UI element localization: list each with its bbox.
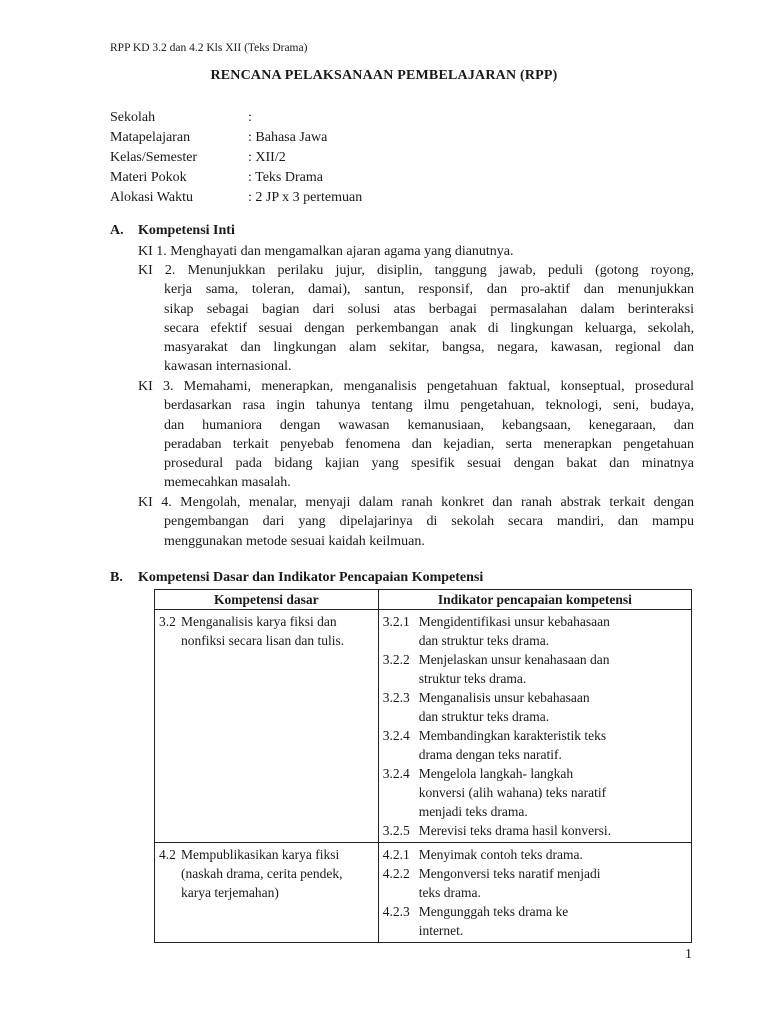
table-row xyxy=(155,843,692,943)
kd-text: nonfiksi secara lisan dan tulis. xyxy=(181,633,345,648)
ki-line: memecahkan masalah. xyxy=(164,475,291,491)
kd-cell xyxy=(155,843,379,943)
ki-line: masyarakat dan lingkungan alam sekitar, bangsa, negara, kawasan, regional dan xyxy=(164,340,694,356)
ki-line: prosedural pada bidang kajian yang spesifik sesuai dengan bakat dan minatnya xyxy=(164,456,694,472)
ki-line: kawasan internasional. xyxy=(164,359,292,375)
ki-line: menggunakan metode sesuai kaidah keilmuan. xyxy=(164,533,425,549)
ki-line: KI 1. Menghayati dan mengamalkan ajaran agama yang dianutnya. xyxy=(138,244,514,259)
identity-block xyxy=(110,108,362,208)
info-label: Kelas/Semester xyxy=(110,150,198,165)
indicator-text: dan struktur teks drama. xyxy=(418,709,550,724)
indicator-text: menjadi teks drama. xyxy=(418,804,528,819)
info-row-school xyxy=(110,108,362,128)
indicator-cell xyxy=(378,610,691,843)
indicator-item xyxy=(383,902,687,940)
indicator-text: Mengelola langkah- langkah xyxy=(418,766,574,781)
indicator-item xyxy=(383,726,687,764)
indicator-item xyxy=(383,821,687,840)
info-label: Alokasi Waktu xyxy=(110,190,193,205)
section-a-heading xyxy=(110,223,235,239)
indicator-text: internet. xyxy=(418,923,464,938)
indicator-text: Menyimak contoh teks drama. xyxy=(418,847,583,862)
ki-line: secara efektif sesuai dengan perkembangan anak di lingkungan keluarga, sekolah, xyxy=(164,320,694,336)
indicator-text: Menganalisis unsur kebahasaan xyxy=(418,690,590,705)
competency-table xyxy=(154,589,692,943)
kd-text: Menganalisis karya fiksi dan xyxy=(181,614,337,629)
info-label: Materi Pokok xyxy=(110,170,187,185)
page-title: RENCANA PELAKSANAAN PEMBELAJARAN (RPP) xyxy=(210,68,558,83)
kd-text: (naskah drama, cerita pendek, xyxy=(181,866,343,881)
ki-4 xyxy=(138,493,694,551)
ki-2 xyxy=(138,261,694,377)
indicator-number: 4.2.2 xyxy=(382,866,410,881)
ki-3 xyxy=(138,377,694,493)
indicator-item xyxy=(383,612,687,650)
ki-line: KI 2. Menunjukkan perilaku jujur, disiplin, tanggung jawab, peduli (gotong royong, xyxy=(138,263,694,278)
indicator-item xyxy=(383,864,687,902)
indicator-number: 3.2.4 xyxy=(382,766,410,781)
indicator-text: Menjelaskan unsur kenahasaan dan xyxy=(418,652,610,667)
indicator-cell xyxy=(378,843,691,943)
ki-line: dan humaniora dengan wawasan kemanusiaan, kebangsaan, kenegaraan, dan xyxy=(164,417,694,433)
column-header: Indikator pencapaian kompetensi xyxy=(378,590,691,610)
section-letter: B. xyxy=(110,570,123,585)
ki-line: berdasarkan rasa ingin tahunya tentang ilmu pengetahuan, teknologi, seni, budaya, xyxy=(164,398,694,414)
column-header: Kompetensi dasar xyxy=(155,590,379,610)
ki-line: KI 4. Mengolah, menalar, menyaji dalam ranah konkret dan ranah abstrak terkait dengan xyxy=(138,495,694,510)
kd-number: 3.2 xyxy=(159,614,176,629)
indicator-text: Mengonversi teks naratif menjadi xyxy=(418,866,601,881)
table-row xyxy=(155,610,692,843)
indicator-item xyxy=(383,764,687,821)
info-row-material xyxy=(110,168,362,188)
indicator-text: struktur teks drama. xyxy=(418,671,527,686)
indicator-number: 3.2.3 xyxy=(382,690,410,705)
section-letter: A. xyxy=(110,223,124,238)
page-number: 1 xyxy=(685,947,692,962)
kd-cell xyxy=(155,610,379,843)
info-value: : Teks Drama xyxy=(248,170,323,185)
ki-line: kerja sama, toleran, damai), santun, responsif, dan pro-aktif dan menunjukkan xyxy=(164,282,694,298)
indicator-number: 3.2.4 xyxy=(382,728,410,743)
running-header: RPP KD 3.2 dan 4.2 Kls XII (Teks Drama) xyxy=(110,42,308,54)
kd-number: 4.2 xyxy=(159,847,176,862)
info-value: : 2 JP x 3 pertemuan xyxy=(248,190,363,205)
ki-line: peradaban terkait penyebab fenomena dan kejadian, serta menerapkan pengetahuan xyxy=(164,436,694,452)
indicator-number: 4.2.1 xyxy=(382,847,410,862)
info-value: : XII/2 xyxy=(248,150,286,165)
ki-line: pengembangan dari yang dipelajarinya di sekolah secara mandiri, dan mampu xyxy=(164,514,694,530)
info-value: : Bahasa Jawa xyxy=(248,130,328,145)
table-header-row xyxy=(155,590,692,610)
indicator-text: Merevisi teks drama hasil konversi. xyxy=(418,823,612,838)
kd-text: Mempublikasikan karya fiksi xyxy=(181,847,340,862)
ki-line: KI 3. Memahami, menerapkan, menganalisis pengetahuan faktual, konseptual, prosedural xyxy=(138,379,694,394)
indicator-number: 3.2.2 xyxy=(382,652,410,667)
indicator-text: teks drama. xyxy=(418,885,481,900)
kd-text: karya terjemahan) xyxy=(181,885,279,900)
ki-line: sikap sebagai bagian dari solusi atas berbagai permasalahan dalam berinteraksi xyxy=(164,301,694,317)
indicator-item xyxy=(383,845,687,864)
indicator-number: 3.2.1 xyxy=(382,614,410,629)
section-b-heading xyxy=(110,570,483,586)
indicator-text: dan struktur teks drama. xyxy=(418,633,550,648)
info-value: : xyxy=(248,110,252,125)
section-title: Kompetensi Inti xyxy=(138,223,235,238)
indicator-text: Mengunggah teks drama ke xyxy=(418,904,569,919)
indicator-number: 4.2.3 xyxy=(382,904,410,919)
indicator-text: Membandingkan karakteristik teks xyxy=(418,728,607,743)
info-row-time xyxy=(110,188,362,208)
indicator-text: Mengidentifikasi unsur kebahasaan xyxy=(418,614,610,629)
indicator-text: drama dengan teks naratif. xyxy=(418,747,562,762)
info-row-subject xyxy=(110,128,362,148)
indicator-item xyxy=(383,650,687,688)
indicator-text: konversi (alih wahana) teks naratif xyxy=(418,785,607,800)
section-title: Kompetensi Dasar dan Indikator Pencapaian Kompetensi xyxy=(138,570,484,585)
ki-1 xyxy=(138,242,694,261)
indicator-item xyxy=(383,688,687,726)
info-label: Matapelajaran xyxy=(110,130,191,145)
info-label: Sekolah xyxy=(110,110,156,125)
indicator-number: 3.2.5 xyxy=(382,823,410,838)
info-row-class xyxy=(110,148,362,168)
